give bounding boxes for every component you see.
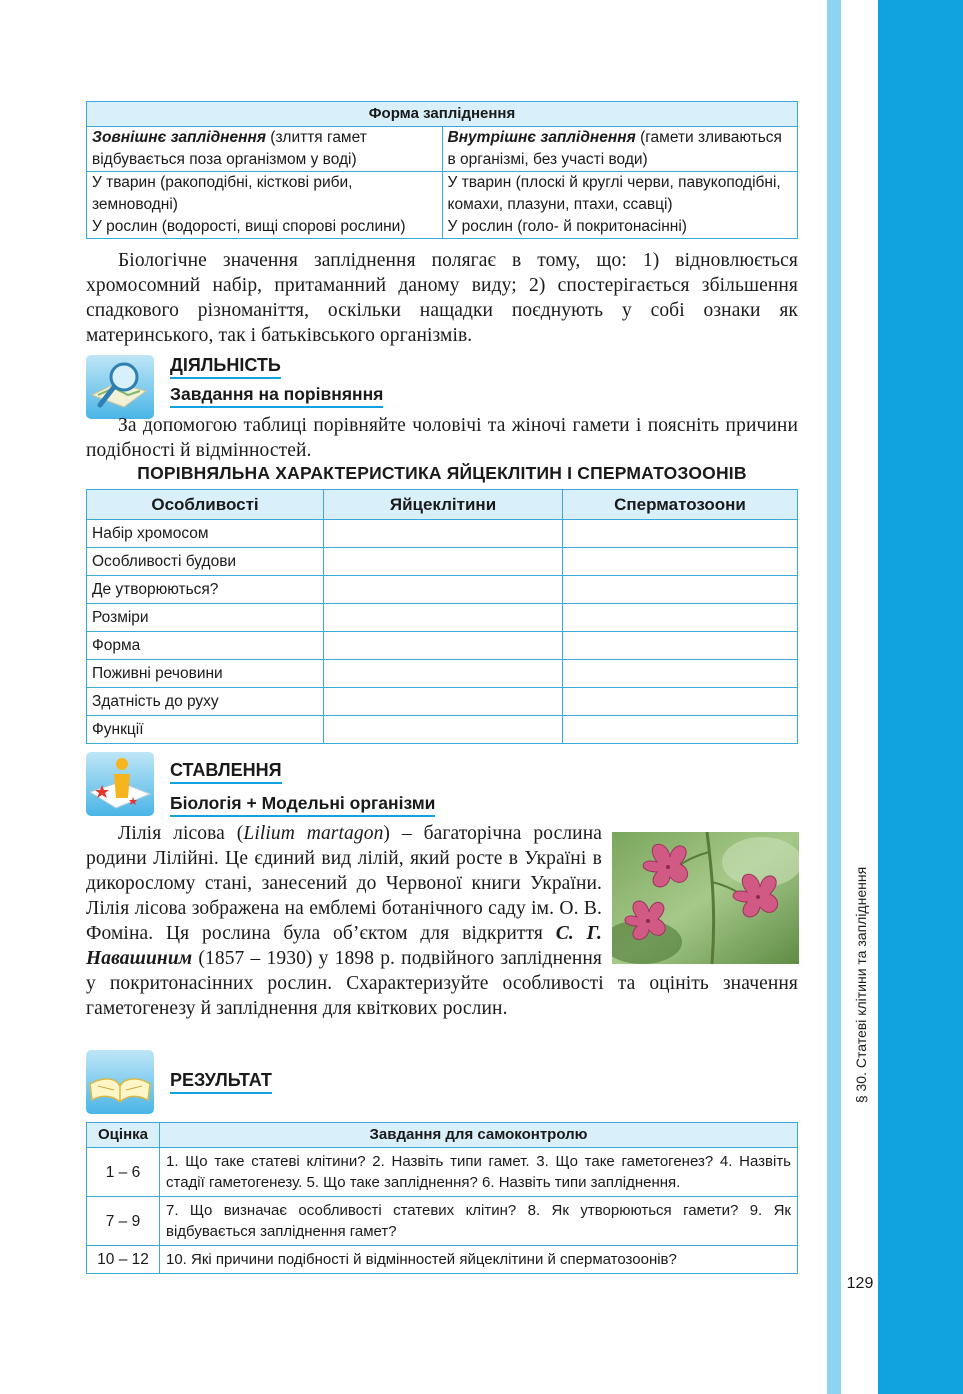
side-strip-dark <box>878 0 963 1394</box>
open-book-icon <box>86 1050 154 1114</box>
activity-title: ДІЯЛЬНІСТЬ <box>170 355 281 379</box>
empty-cell <box>563 548 798 576</box>
internal-examples-cell: У тварин (плоскі й круглі черви, павукоподібні, комахи, плазуни, птахи, ссавці) У рослин (голо- й покритонасінні) <box>442 172 798 239</box>
self-control-table <box>86 1122 798 1274</box>
lily-paragraph: Лілія лісова (Lilium martagon) – багаторічна рослина родини Лілійні. Це єдиний вид лілій, який росте в Україні в дикорослому стані, занесений до Червоної книги України. Лілія лісова зображена на емблемі ботанічного саду ім. О. В. Фоміна. Ця рослина була об’єктом для відкриття С. Г. Навашиним (1857 – 1930) у 1898 р. подвійного запліднення у покритонасінних рослин. Схарактеризуйте особливості та оцініть значення гаметогенезу й запліднення для квіткових рослин. <box>86 823 798 1019</box>
col-header-eggs: Яйцеклітини <box>324 490 563 520</box>
grade-cell: 7 – 9 <box>87 1197 160 1246</box>
grade-cell: 10 – 12 <box>87 1246 160 1274</box>
table-row: Розміри <box>87 604 798 632</box>
fertilization-table-header: Форма запліднення <box>87 102 798 127</box>
empty-cell <box>563 604 798 632</box>
table-row: Здатність до руху <box>87 688 798 716</box>
comparison-table <box>86 489 798 744</box>
empty-cell <box>324 688 563 716</box>
table-row: Форма <box>87 632 798 660</box>
activity-task-text: За допомогою таблиці порівняйте чоловічі та жіночі гамети і поясніть причини подібності й відмінностей. <box>86 415 798 461</box>
table-row: Поживні речовини <box>87 660 798 688</box>
empty-cell <box>563 660 798 688</box>
tasks-cell: 10. Які причини подібності й відмінностей яйцеклітини й сперматозоонів? <box>160 1246 798 1274</box>
empty-cell <box>563 520 798 548</box>
empty-cell <box>324 604 563 632</box>
table-row: Де утворюються? <box>87 576 798 604</box>
col-header-features: Особливості <box>87 490 324 520</box>
empty-cell <box>324 576 563 604</box>
activity-subtitle: Завдання на порівняння <box>170 384 383 408</box>
empty-cell <box>324 632 563 660</box>
grade-cell: 1 – 6 <box>87 1148 160 1197</box>
empty-cell <box>324 520 563 548</box>
table-row <box>87 1197 798 1246</box>
photo-float-spacer <box>602 821 798 969</box>
chapter-title-vertical: § 30. Статеві клітини та запліднення <box>853 866 869 1104</box>
fertilization-table <box>86 101 798 239</box>
external-fertilization-cell: Зовнішнє запліднення (злиття гамет відбувається поза організмом у воді) <box>87 127 443 172</box>
empty-cell <box>324 716 563 744</box>
result-title: РЕЗУЛЬТАТ <box>170 1070 272 1094</box>
col-header-sperm: Сперматозоони <box>563 490 798 520</box>
table-row: Функції <box>87 716 798 744</box>
biological-significance-paragraph: Біологічне значення запліднення полягає в тому, що: 1) відновлюється хромосомний набір, притаманний даному виду; 2) спостерігається збільшення спадкового різноманіття, оскільки нащадки поєднують у собі ознаки як материнського, так і батьківського організмів. <box>86 250 798 346</box>
page-number: 129 <box>846 1275 874 1292</box>
external-examples-cell: У тварин (ракоподібні, кісткові риби, земноводні) У рослин (водорості, вищі спорові рослини) <box>87 172 443 239</box>
empty-cell <box>324 660 563 688</box>
magnifier-map-icon <box>86 355 154 419</box>
empty-cell <box>563 688 798 716</box>
attitude-subtitle: Біологія + Модельні організми <box>170 793 435 817</box>
empty-cell <box>563 716 798 744</box>
empty-cell <box>324 548 563 576</box>
person-star-icon <box>86 752 154 816</box>
table-row: Особливості будови <box>87 548 798 576</box>
empty-cell <box>563 576 798 604</box>
tasks-cell: 1. Що таке статеві клітини? 2. Назвіть типи гамет. 3. Що таке гаметогенез? 4. Назвіть стадії гаметогенезу. 5. Що таке запліднення? 6. Назвіть типи запліднення. <box>160 1148 798 1197</box>
table-row <box>87 1148 798 1197</box>
empty-cell <box>563 632 798 660</box>
col-header-tasks: Завдання для самоконтролю <box>160 1123 798 1148</box>
internal-fertilization-cell: Внутрішнє запліднення (гамети зливаються в організмі, без участі води) <box>442 127 798 172</box>
table-row <box>87 1246 798 1274</box>
attitude-title: СТАВЛЕННЯ <box>170 760 282 784</box>
side-strip-light <box>827 0 841 1394</box>
tasks-cell: 7. Що визначає особливості статевих клітин? 8. Як утворюються гамети? 9. Як відбувається запліднення гамет? <box>160 1197 798 1246</box>
side-strip <box>841 0 878 1394</box>
comparison-table-title: ПОРІВНЯЛЬНА ХАРАКТЕРИСТИКА ЯЙЦЕКЛІТИН І СПЕРМАТОЗООНІВ <box>137 463 747 483</box>
table-row: Набір хромосом <box>87 520 798 548</box>
col-header-grade: Оцінка <box>87 1123 160 1148</box>
